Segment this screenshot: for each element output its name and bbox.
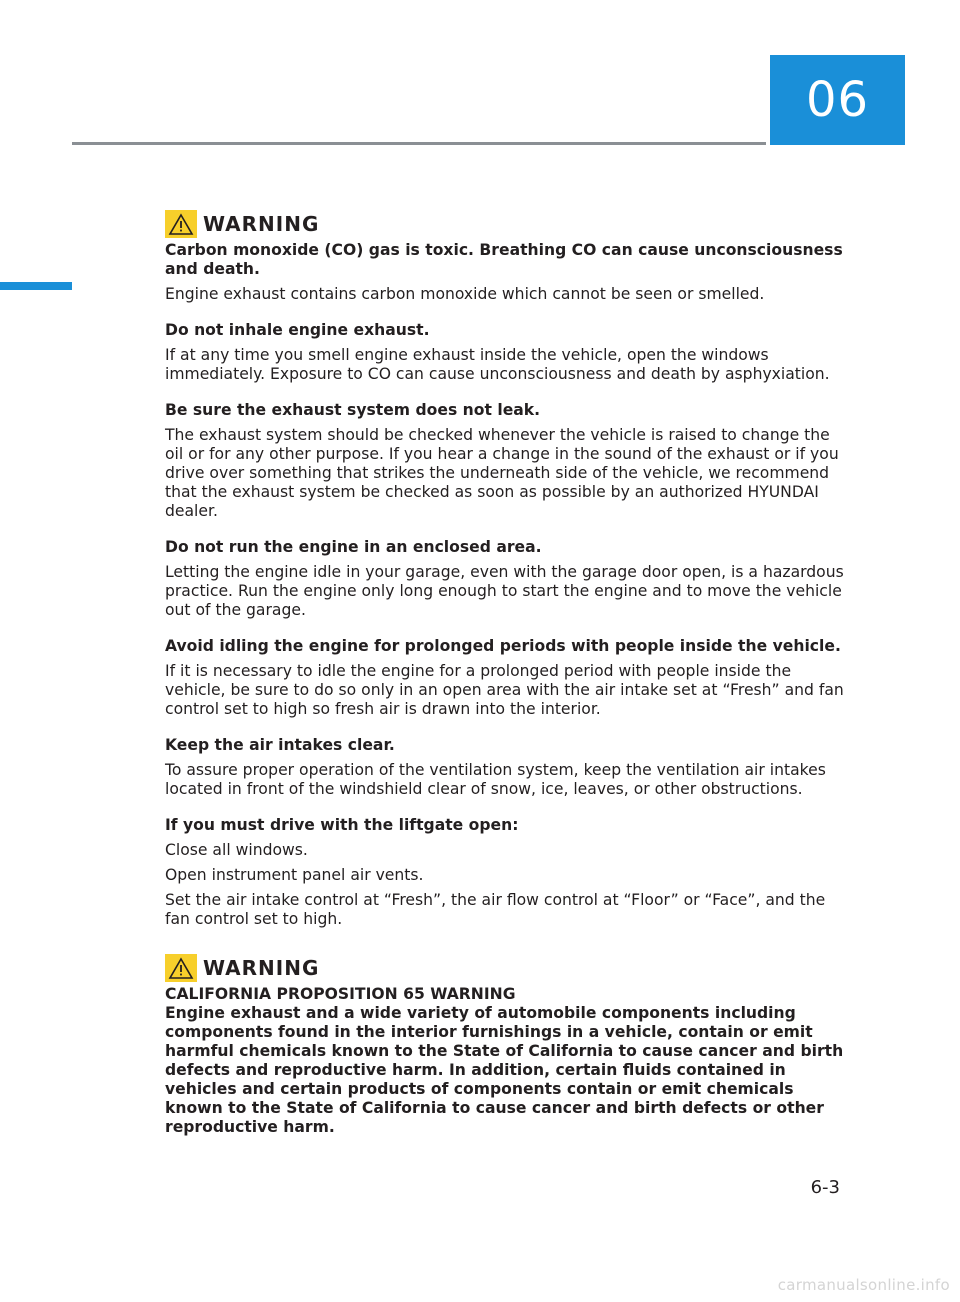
- section-body: Letting the engine idle in your garage, even with the garage door open, is a hazardous practice. Run the engine only long enough to start the engine and to move the vehicle out of the garage.: [165, 563, 844, 619]
- warning-triangle-icon: [165, 210, 197, 238]
- section-heading: Keep the air intakes clear.: [165, 736, 395, 754]
- chapter-number: 06: [805, 72, 870, 128]
- warning-block-co: [165, 210, 845, 929]
- section-heading: Be sure the exhaust system does not leak.: [165, 401, 541, 419]
- chapter-tab: [770, 55, 905, 145]
- section-heading: Avoid idling the engine for prolonged periods with people inside the vehicle.: [165, 637, 841, 655]
- page-number: 6-3: [810, 1177, 840, 1198]
- liftgate-step: Close all windows.: [165, 841, 308, 859]
- warning-header: [165, 210, 845, 238]
- warning-intro-text: Engine exhaust contains carbon monoxide which cannot be seen or smelled.: [165, 285, 765, 303]
- liftgate-heading: If you must drive with the liftgate open:: [165, 816, 519, 834]
- section-body: If it is necessary to idle the engine for a prolonged period with people inside the vehicle, be sure to do so only in an open area with the air intake set at “Fresh” and fan control set to high so fresh air is drawn into the interior.: [165, 662, 844, 718]
- section-body: To assure proper operation of the ventilation system, keep the ventilation air intakes located in front of the windshield clear of snow, ice, leaves, or other obstructions.: [165, 761, 826, 798]
- header-rule: [72, 142, 766, 145]
- section-body: The exhaust system should be checked whenever the vehicle is raised to change the oil or for any other purpose. If you hear a change in the sound of the exhaust or if you drive over something that strikes the underneath side of the vehicle, we recommend that the exhaust system be checked as soon as possible by an authorized HYUNDAI dealer.: [165, 426, 839, 520]
- liftgate-step: Open instrument panel air vents.: [165, 866, 424, 884]
- section-body: If at any time you smell engine exhaust inside the vehicle, open the windows immediately. Exposure to CO can cause unconsciousness and death by asphyxiation.: [165, 346, 830, 383]
- warning-label: WARNING: [203, 955, 320, 980]
- warning-header: [165, 954, 845, 982]
- chapter-side-marker: [0, 282, 72, 290]
- warning-block-prop65: [165, 954, 845, 1137]
- prop65-body: Engine exhaust and a wide variety of automobile components including components found in the interior furnishings in a vehicle, contain or emit harmful chemicals known to the State of California to cause cancer and birth defects and reproductive harm. In addition, certain fluids contained in vehicles and certain products of components contain or emit chemicals known to the State of California to cause cancer and birth defects or other reproductive harm.: [165, 1004, 844, 1136]
- warning-intro-bold: Carbon monoxide (CO) gas is toxic. Breathing CO can cause unconsciousness and death.: [165, 241, 843, 278]
- warning-triangle-icon: [165, 954, 197, 982]
- liftgate-step: Set the air intake control at “Fresh”, the air flow control at “Floor” or “Face”, and the fan control set to high.: [165, 891, 826, 928]
- warning-label: WARNING: [203, 211, 320, 236]
- section-heading: Do not run the engine in an enclosed area.: [165, 538, 542, 556]
- section-heading: Do not inhale engine exhaust.: [165, 321, 430, 339]
- prop65-title: CALIFORNIA PROPOSITION 65 WARNING: [165, 985, 516, 1003]
- page-content: [165, 210, 845, 1137]
- footer-watermark: carmanualsonline.info: [777, 1276, 950, 1294]
